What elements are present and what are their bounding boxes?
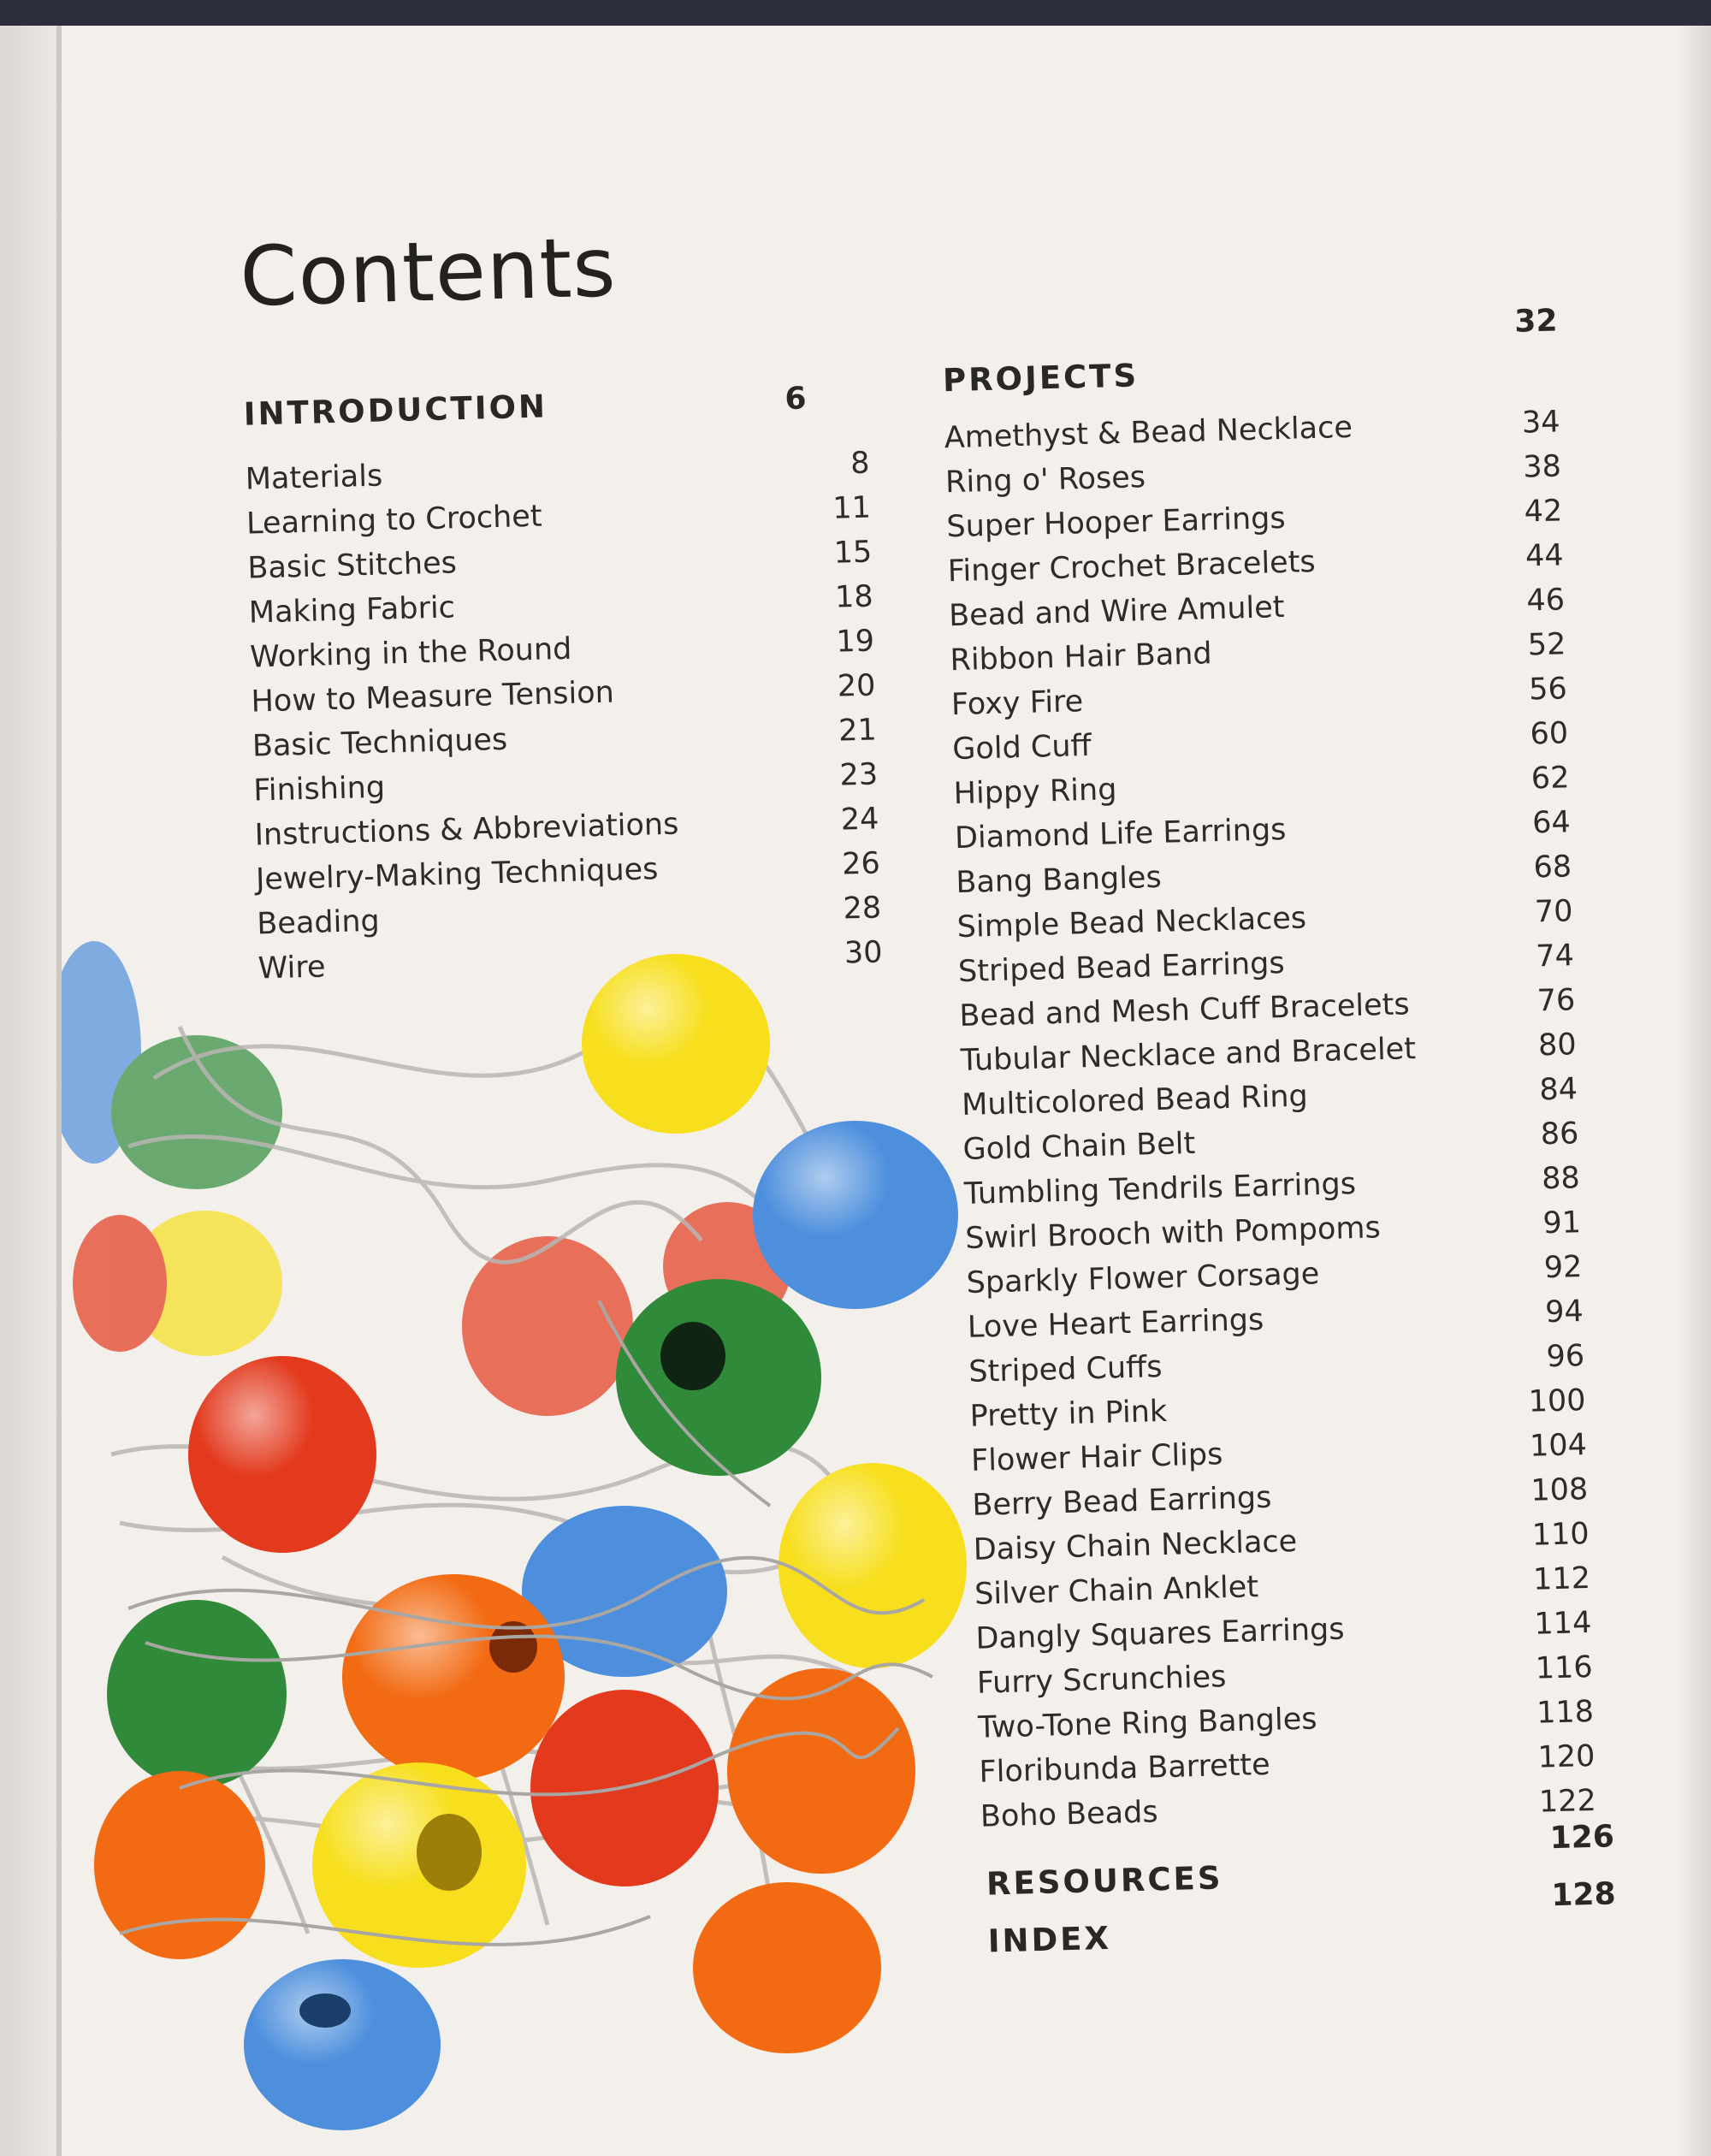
toc-entry-page: 86 — [1540, 1116, 1579, 1152]
toc-entry-title: Materials — [245, 459, 383, 497]
toc-entry-page: 23 — [838, 757, 879, 793]
toc-entry-page: 84 — [1538, 1072, 1578, 1108]
toc-entry-title: Basic Stitches — [246, 546, 458, 586]
toc-entry-title: Gold Chain Belt — [962, 1126, 1196, 1167]
toc-entry-page: 11 — [832, 490, 872, 526]
toc-entry-page: 74 — [1535, 939, 1575, 974]
toc-entry-title: Wire — [258, 950, 326, 986]
toc-entry-page: 88 — [1541, 1161, 1581, 1197]
toc-entry-page: 114 — [1533, 1605, 1592, 1642]
toc-entry-page: 28 — [843, 891, 882, 927]
toc-entry-page: 104 — [1529, 1428, 1588, 1464]
toc-entry-title: Finger Crochet Bracelets — [947, 544, 1317, 589]
toc-entry-title: Ring o' Roses — [944, 460, 1146, 500]
toc-entry-page: 15 — [833, 535, 873, 571]
toc-entry-page: 62 — [1530, 761, 1570, 797]
toc-entry-title: Floribunda Barrette — [979, 1747, 1271, 1790]
toc-entry-page: 60 — [1530, 716, 1569, 752]
toc-entry-title: Diamond Life Earrings — [954, 812, 1287, 856]
toc-entry-title: Love Heart Earrings — [967, 1302, 1264, 1345]
toc-entry-page: 122 — [1538, 1783, 1597, 1820]
toc-entry-page: 76 — [1536, 983, 1576, 1019]
toc-entry-page: 110 — [1531, 1516, 1590, 1553]
toc-entry-title: Foxy Fire — [950, 684, 1084, 723]
toc-entry-page: 24 — [840, 802, 879, 838]
toc-entry-page: 8 — [850, 446, 871, 482]
toc-entry-title: Bead and Mesh Cuff Bracelets — [958, 987, 1411, 1034]
section-page-resources: 126 — [1549, 1819, 1615, 1857]
toc-entry-title: Jewelry-Making Techniques — [255, 852, 659, 897]
toc-entry-page: 100 — [1528, 1383, 1587, 1419]
toc-entry-title: Pretty in Pink — [969, 1394, 1168, 1434]
toc-entry-title: Bead and Wire Amulet — [948, 589, 1285, 634]
toc-entry-title: Furry Scrunchies — [976, 1660, 1227, 1701]
toc-entry-page: 96 — [1546, 1339, 1585, 1375]
toc-entry-title: Beading — [256, 903, 381, 942]
page-title: Contents — [239, 219, 618, 325]
toc-entry-title: Finishing — [252, 770, 386, 808]
toc-entry-page: 120 — [1537, 1738, 1596, 1775]
section-page-introduction: 6 — [784, 381, 808, 418]
section-heading-introduction: INTRODUCTION — [243, 388, 548, 433]
toc-entry-page: 34 — [1521, 405, 1561, 441]
toc-entry-title: Striped Cuffs — [968, 1349, 1163, 1389]
toc-entry-page: 46 — [1525, 583, 1566, 619]
toc-entry-page: 52 — [1527, 627, 1566, 663]
section-heading-resources: RESOURCES — [986, 1859, 1223, 1903]
introduction-list — [245, 441, 909, 992]
toc-entry-page: 112 — [1532, 1561, 1591, 1597]
toc-entry-title: Bang Bangles — [955, 860, 1163, 901]
toc-entry-page: 80 — [1537, 1028, 1578, 1063]
toc-entry-page: 91 — [1542, 1205, 1582, 1241]
toc-entry-page: 92 — [1543, 1250, 1583, 1286]
toc-entry-title: How to Measure Tension — [251, 675, 615, 720]
toc-entry-title: Dangly Squares Earrings — [975, 1612, 1345, 1656]
toc-entry-page: 70 — [1534, 894, 1574, 930]
toc-entry-title: Gold Cuff — [951, 728, 1092, 767]
toc-entry-page: 38 — [1522, 449, 1562, 485]
toc-entry-title: Two-Tone Ring Bangles — [977, 1702, 1317, 1745]
section-heading-projects: PROJECTS — [942, 357, 1140, 400]
toc-entry-title: Learning to Crochet — [246, 499, 543, 542]
toc-entry-page: 30 — [844, 935, 884, 971]
toc-entry-title: Super Hooper Earrings — [945, 500, 1287, 545]
toc-entry-page: 116 — [1535, 1650, 1594, 1686]
toc-entry-title: Ribbon Hair Band — [950, 637, 1213, 678]
toc-entry-page: 44 — [1525, 538, 1565, 574]
toc-entry-title: Swirl Brooch with Pompoms — [964, 1211, 1382, 1256]
toc-entry-title: Amethyst & Bead Necklace — [944, 410, 1353, 456]
projects-list — [944, 399, 1631, 1839]
toc-entry-title: Tubular Necklace and Bracelet — [960, 1032, 1417, 1079]
toc-entry-page: 18 — [834, 579, 874, 615]
toc-entry-title: Silver Chain Anklet — [974, 1570, 1259, 1612]
toc-entry-page: 68 — [1533, 850, 1572, 886]
toc-entry-title: Making Fabric — [248, 590, 456, 631]
toc-entry-title: Hippy Ring — [953, 773, 1117, 812]
toc-entry-title: Flower Hair Clips — [970, 1437, 1223, 1478]
toc-entry-title: Boho Beads — [980, 1795, 1159, 1834]
toc-entry-page: 56 — [1528, 672, 1568, 708]
toc-entry-page: 42 — [1524, 494, 1563, 530]
toc-entry-title: Berry Bead Earrings — [971, 1480, 1272, 1523]
section-page-projects: 32 — [1513, 303, 1558, 340]
toc-entry-title: Instructions & Abbreviations — [254, 807, 679, 853]
toc-entry-page: 19 — [835, 624, 875, 660]
toc-entry-title: Tumbling Tendrils Earrings — [963, 1166, 1357, 1211]
toc-entry-title: Working in the Round — [249, 631, 572, 675]
section-heading-index: INDEX — [987, 1919, 1112, 1960]
toc-entry-page: 94 — [1544, 1294, 1584, 1330]
toc-entry-title: Daisy Chain Necklace — [973, 1524, 1298, 1567]
toc-entry-page: 20 — [837, 668, 876, 704]
toc-entry-title: Sparkly Flower Corsage — [966, 1257, 1320, 1300]
toc-entry-title: Basic Techniques — [252, 722, 508, 764]
toc-entry-title: Striped Bead Earrings — [957, 946, 1286, 990]
toc-entry-page: 64 — [1531, 805, 1572, 841]
toc-entry-title: Multicolored Bead Ring — [961, 1079, 1309, 1123]
toc-entry-title: Simple Bead Necklaces — [956, 901, 1307, 945]
toc-entry-page: 108 — [1530, 1472, 1589, 1508]
section-page-index: 128 — [1550, 1876, 1617, 1914]
toc-entry-page: 26 — [841, 846, 881, 882]
toc-entry-page: 21 — [838, 713, 878, 749]
toc-entry-page: 118 — [1536, 1694, 1595, 1731]
